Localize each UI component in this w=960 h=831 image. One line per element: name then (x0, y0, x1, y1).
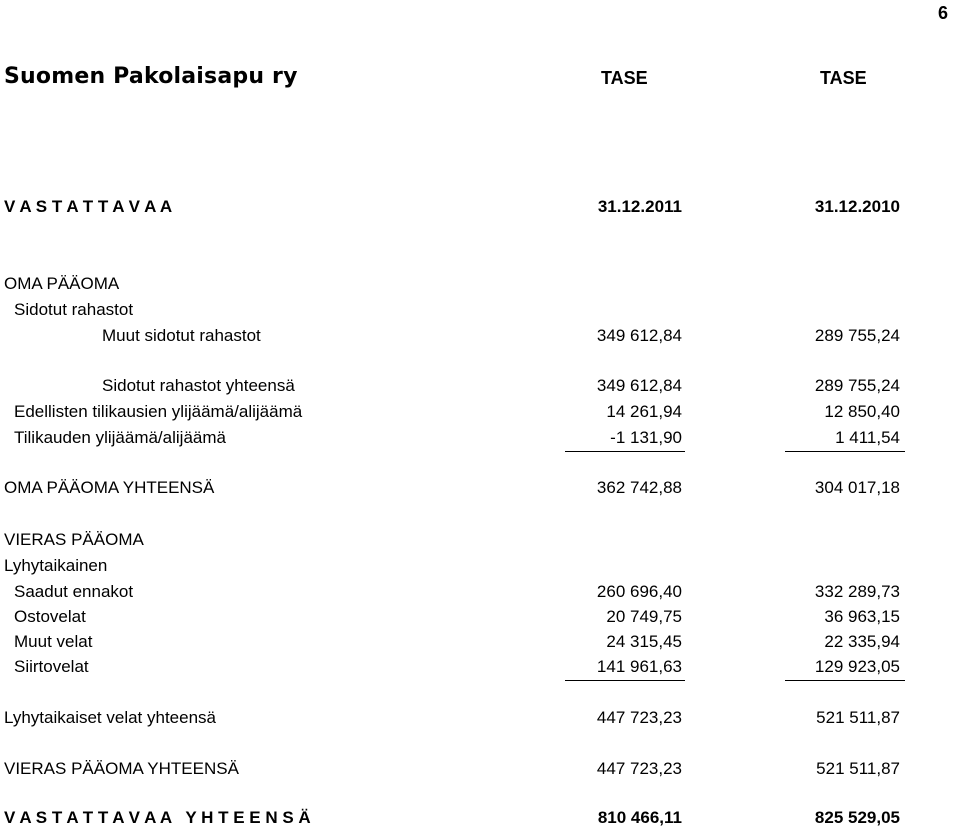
equity-sum-rule-2011 (565, 451, 685, 452)
short-term-total-2011: 447 723,23 (596, 708, 682, 727)
other-restricted-label: Muut sidotut rahastot (102, 326, 261, 345)
grand-total-2011: 810 466,11 (597, 808, 682, 827)
restricted-total-2011: 349 612,84 (596, 376, 682, 395)
restricted-total-label: Sidotut rahastot yhteensä (102, 376, 295, 395)
date-2011: 31.12.2011 (597, 197, 682, 216)
prior-result-label: Edellisten tilikausien ylijäämä/alijäämä (14, 402, 303, 421)
period-result-2010: 1 411,54 (835, 428, 900, 447)
organization-name: Suomen Pakolaisapu ry (4, 64, 298, 89)
period-result-2011: -1 131,90 (610, 428, 682, 447)
liability-2011: 141 961,63 (596, 657, 682, 676)
other-restricted-2010: 289 755,24 (814, 326, 900, 345)
section-title: V A S T A T T A V A A (4, 197, 173, 216)
liability-label: Muut velat (14, 632, 93, 651)
equity-sum-rule-2010 (785, 451, 905, 452)
equity-total-2010: 304 017,18 (814, 478, 900, 497)
liability-2011: 260 696,40 (596, 582, 682, 601)
liabilities-total-2011: 447 723,23 (596, 759, 682, 778)
restricted-total-2010: 289 755,24 (814, 376, 900, 395)
restricted-funds-heading: Sidotut rahastot (14, 300, 134, 319)
date-2010: 31.12.2010 (814, 197, 900, 216)
grand-total-label: V A S T A T T A V A A Y H T E E N S Ä (4, 808, 311, 827)
equity-heading: OMA PÄÄOMA (4, 274, 120, 293)
liability-label: Saadut ennakot (14, 582, 134, 601)
liability-2010: 22 335,94 (824, 632, 900, 651)
liability-2011: 24 315,45 (606, 632, 682, 651)
column-header-2011: TASE (601, 68, 648, 88)
other-restricted-2011: 349 612,84 (596, 326, 682, 345)
liability-2010: 332 289,73 (814, 582, 900, 601)
equity-total-2011: 362 742,88 (596, 478, 682, 497)
liability-2010: 36 963,15 (824, 607, 900, 626)
short-term-heading: Lyhytaikainen (4, 556, 108, 575)
prior-result-2011: 14 261,94 (606, 402, 682, 421)
liabilities-heading: VIERAS PÄÄOMA (4, 530, 144, 549)
page-number: 6 (938, 3, 949, 23)
prior-result-2010: 12 850,40 (824, 402, 900, 421)
short-term-total-2010: 521 511,87 (816, 708, 900, 727)
liabilities-sum-rule-2010 (785, 680, 905, 681)
liability-2011: 20 749,75 (606, 607, 682, 626)
short-term-total-label: Lyhytaikaiset velat yhteensä (4, 708, 216, 727)
liability-label: Ostovelat (14, 607, 86, 626)
equity-total-label: OMA PÄÄOMA YHTEENSÄ (4, 478, 215, 497)
liabilities-total-label: VIERAS PÄÄOMA YHTEENSÄ (4, 759, 239, 778)
liabilities-sum-rule-2011 (565, 680, 685, 681)
column-header-2010: TASE (820, 68, 867, 88)
grand-total-2010: 825 529,05 (814, 808, 900, 827)
liability-2010: 129 923,05 (814, 657, 900, 676)
liability-label: Siirtovelat (14, 657, 89, 676)
liabilities-total-2010: 521 511,87 (816, 759, 900, 778)
period-result-label: Tilikauden ylijäämä/alijäämä (14, 428, 226, 447)
